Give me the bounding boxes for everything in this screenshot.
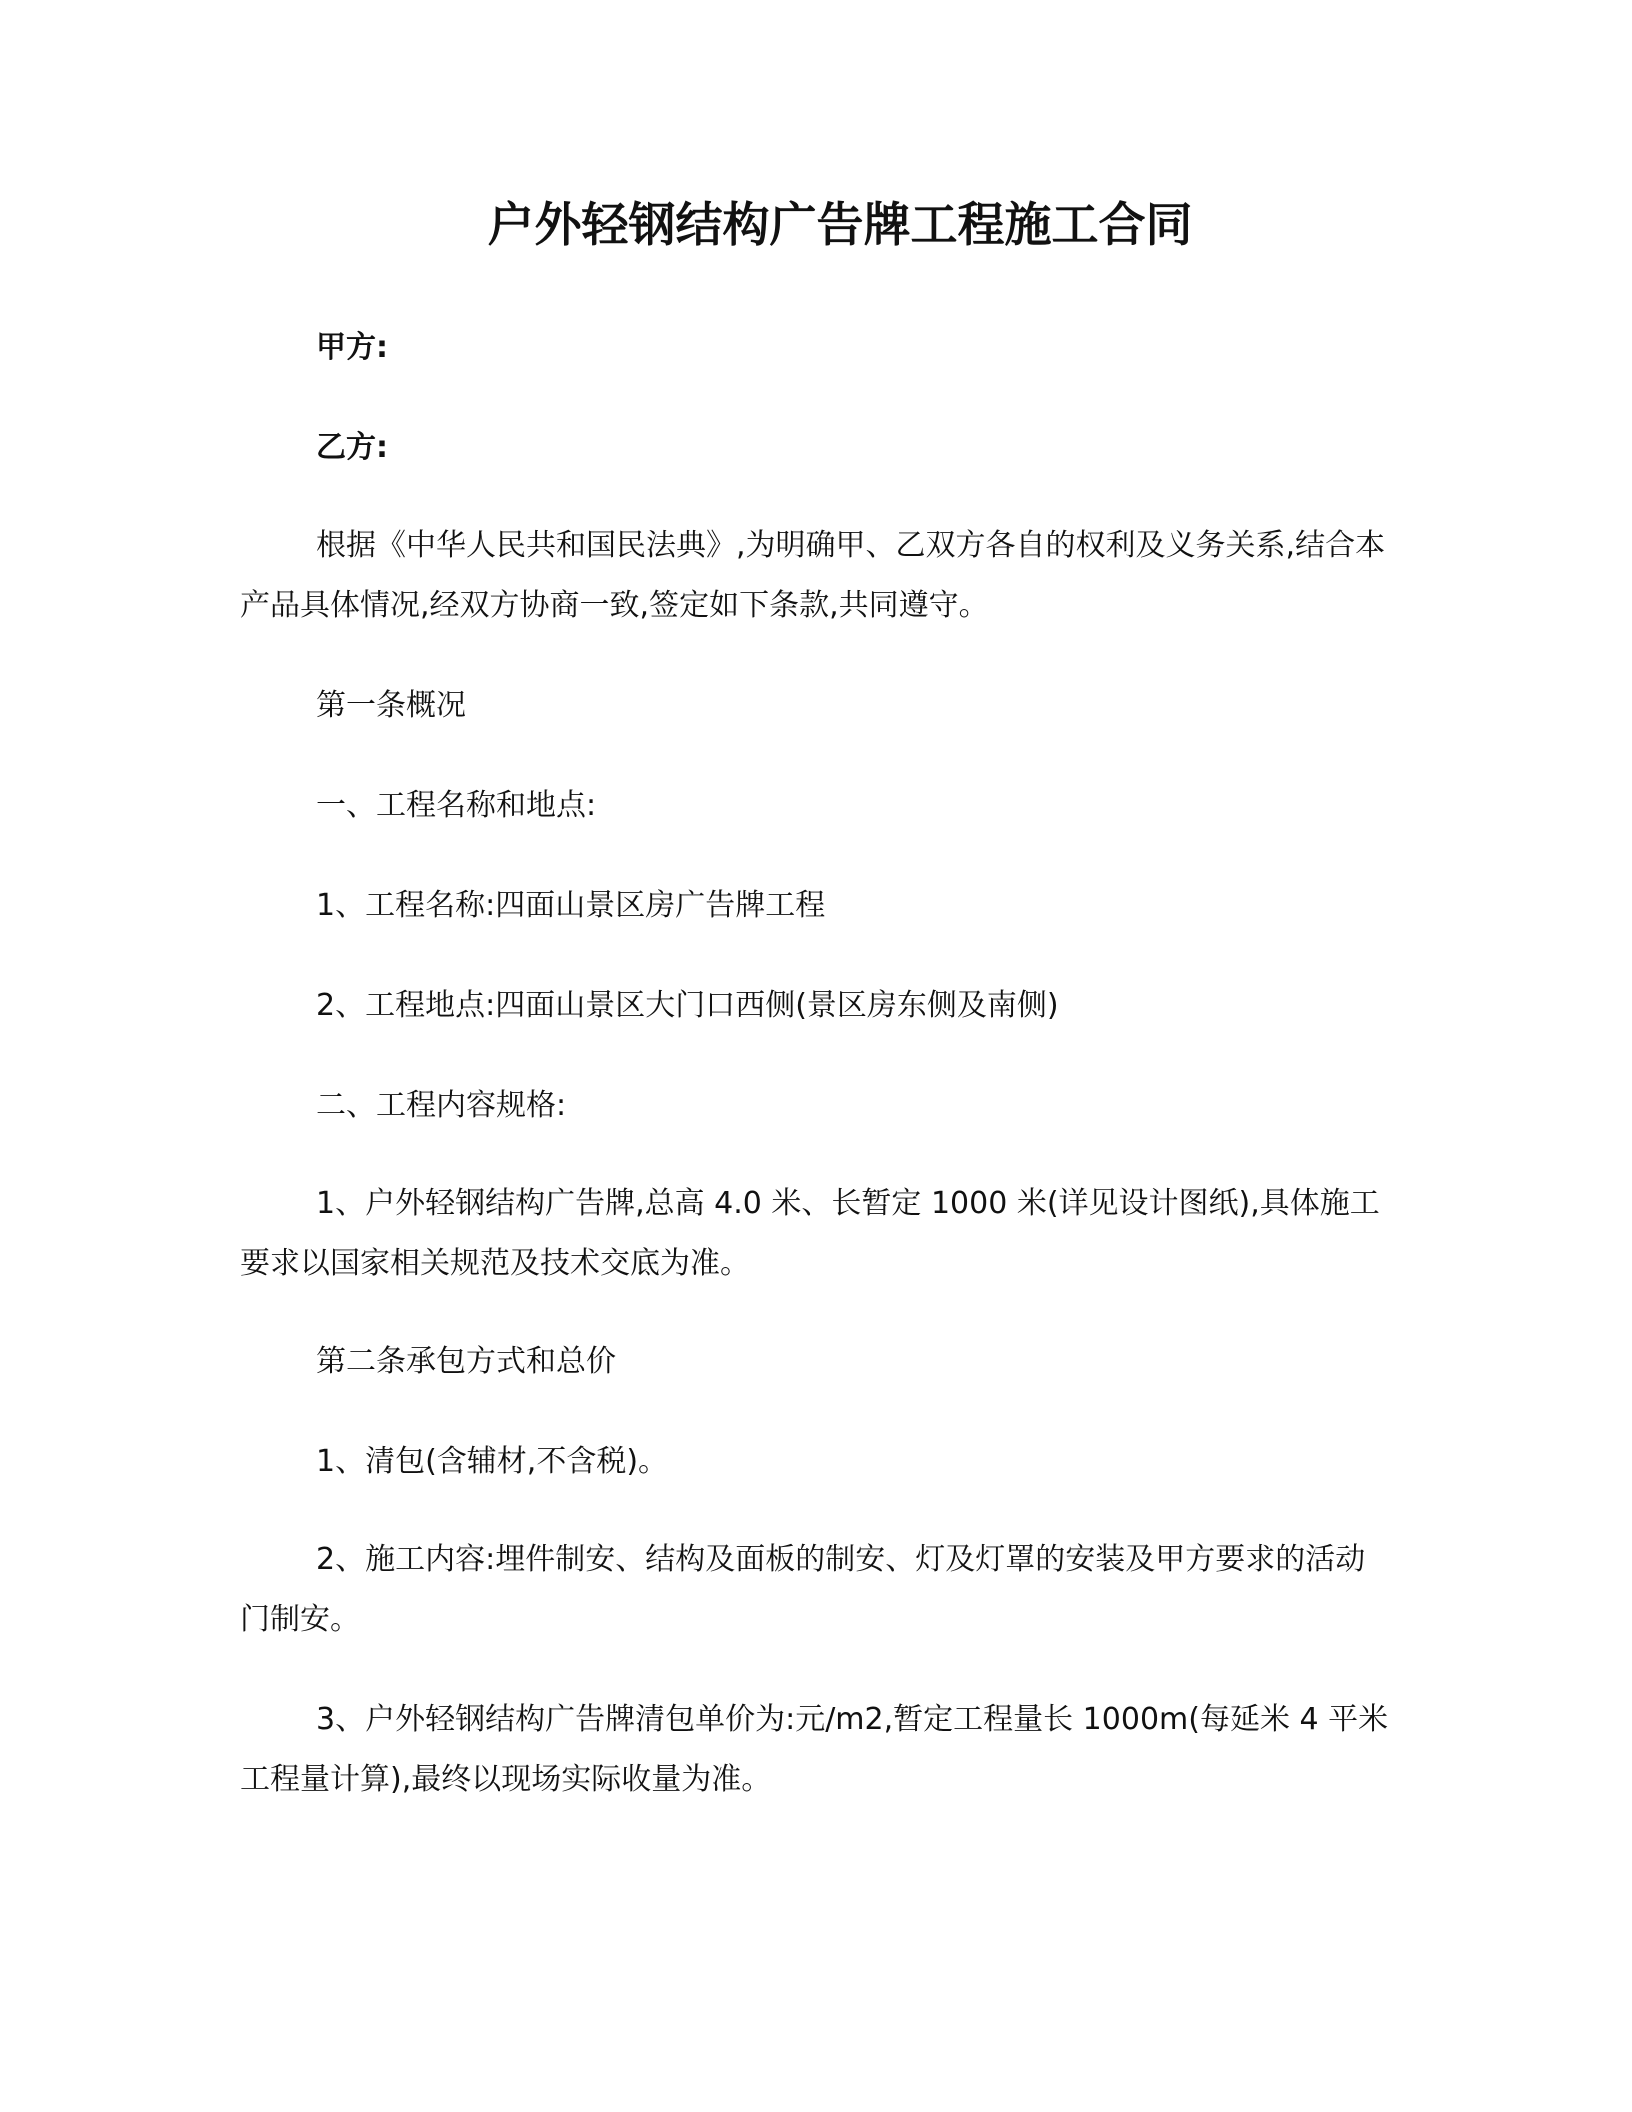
section-1-heading: 一、工程名称和地点:: [316, 788, 597, 823]
preamble-paragraph: 根据《中华人民共和国民法典》,为明确甲、乙双方各自的权利及义务关系,结合本产品具体情况,经双方协商一致,签定如下条款,共同遵守。: [240, 528, 1386, 623]
contract-type-item: 1、清包(含辅材,不含税)。: [316, 1444, 669, 1479]
party-b-label: 乙方:: [316, 430, 388, 465]
project-location-item: 2、工程地点:四面山景区大门口西侧(景区房东侧及南侧): [316, 988, 1059, 1023]
party-a-label: 甲方:: [316, 330, 388, 365]
article-1-heading: 第一条概况: [316, 688, 466, 723]
scope-of-work-item: 2、施工内容:埋件制安、结构及面板的制安、灯及灯罩的安装及甲方要求的活动门制安。: [240, 1542, 1366, 1637]
section-2-heading: 二、工程内容规格:: [316, 1088, 567, 1123]
project-name-item: 1、工程名称:四面山景区房广告牌工程: [316, 888, 826, 923]
specification-item: 1、户外轻钢结构广告牌,总高 4.0 米、长暂定 1000 米(详见设计图纸),具体施工要求以国家相关规范及技术交底为准。: [240, 1186, 1380, 1281]
document-title: 户外轻钢结构广告牌工程施工合同: [487, 198, 1193, 253]
unit-price-item: 3、户外轻钢结构广告牌清包单价为:元/m2,暂定工程量长 1000m(每延米 4 平米工程量计算),最终以现场实际收量为准。: [240, 1702, 1389, 1797]
article-2-heading: 第二条承包方式和总价: [316, 1344, 616, 1379]
